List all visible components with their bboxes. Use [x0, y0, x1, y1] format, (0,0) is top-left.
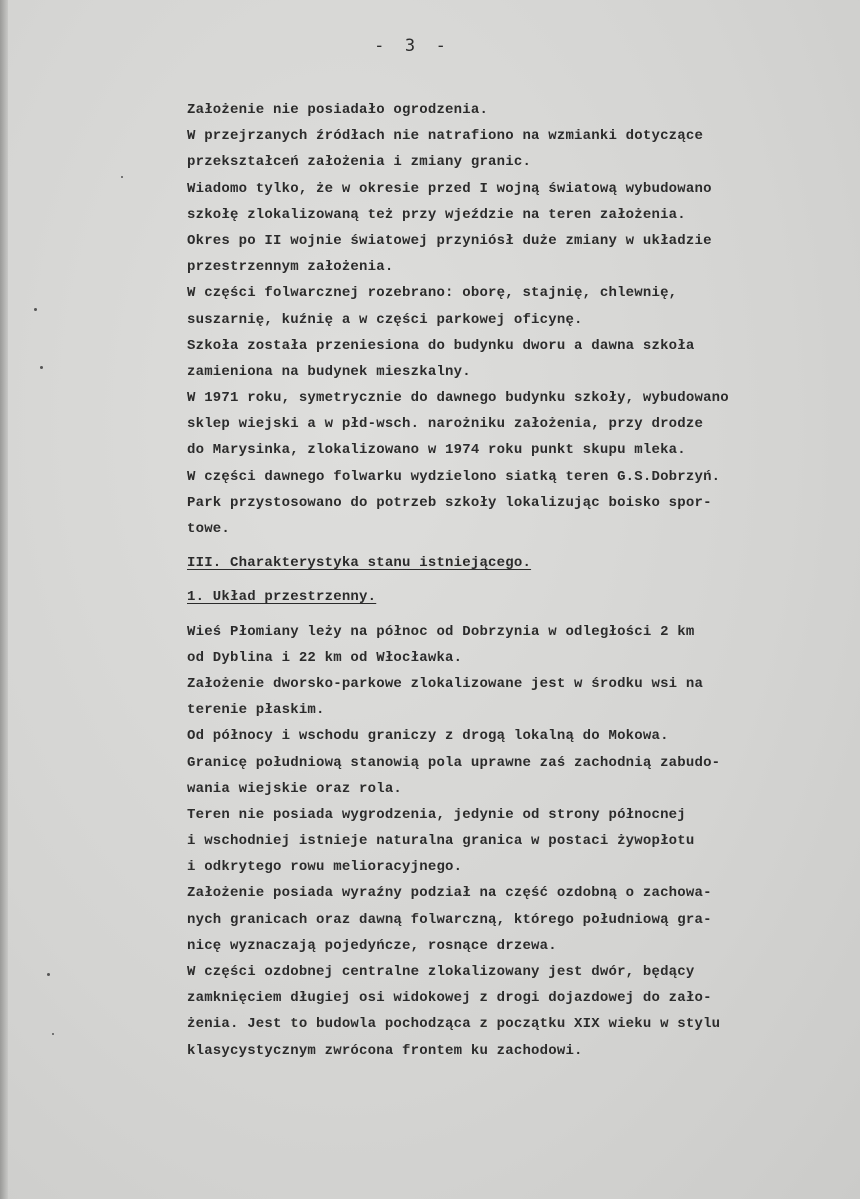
text-line: nych granicach oraz dawną folwarczną, którego południową gra- — [187, 911, 712, 928]
text-line: towe. — [187, 521, 231, 537]
paper-speck — [34, 308, 37, 311]
text-line: sklep wiejski a w płd-wsch. narożniku założenia, przy drodze — [187, 416, 704, 433]
paper-speck — [52, 1033, 54, 1035]
text-line: żenia. Jest to budowla pochodząca z początku XIX wieku w stylu — [187, 1016, 721, 1033]
text-line: zamieniona na budynek mieszkalny. — [187, 363, 471, 380]
text-line: Szkoła została przeniesiona do budynku dworu a dawna szkoła — [187, 337, 695, 354]
text-line: Granicę południową stanowią pola uprawne zaś zachodnią zabudo- — [187, 754, 721, 771]
text-line: i odkrytego rowu melioracyjnego. — [187, 859, 463, 876]
text-line: klasycystycznym zwrócona frontem ku zachodowi. — [187, 1042, 583, 1059]
text-line: przestrzennym założenia. — [187, 259, 394, 276]
text-line: W 1971 roku, symetrycznie do dawnego budynku szkoły, wybudowano — [187, 390, 729, 407]
text-line: W części folwarcznej rozebrano: oborę, stajnię, chlewnię, — [187, 285, 678, 302]
text-line: Wiadomo tylko, że w okresie przed I wojną światową wybudowano — [187, 180, 712, 197]
text-line: suszarnię, kuźnię a w części parkowej oficynę. — [187, 311, 583, 328]
text-line: przekształceń założenia i zmiany granic. — [187, 154, 532, 171]
text-line: Teren nie posiada wygrodzenia, jedynie od strony północnej — [187, 806, 686, 823]
subsection-heading: 1. Układ przestrzenny. — [187, 589, 377, 606]
paper-speck — [47, 973, 50, 976]
text-line: od Dyblina i 22 km od Włocławka. — [187, 649, 463, 666]
text-line: Założenie nie posiadało ogrodzenia. — [187, 102, 489, 118]
page-number: - 3 - — [374, 36, 446, 56]
spatial-layout-paragraph — [187, 624, 847, 1069]
text-line: W części dawnego folwarku wydzielono siatką teren G.S.Dobrzyń. — [187, 468, 721, 485]
text-line: terenie płaskim. — [187, 702, 325, 719]
text-line: Założenie posiada wyraźny podział na część ozdobną o zachowa- — [187, 885, 712, 902]
paper-speck — [40, 366, 43, 369]
text-line: Założenie dworsko-parkowe zlokalizowane jest w środku wsi na — [187, 675, 704, 692]
paper-speck — [121, 176, 123, 178]
text-line: Park przystosowano do potrzeb szkoły lokalizując boisko spor- — [187, 494, 712, 511]
text-line: nicę wyznaczają pojedyńcze, rosnące drzewa. — [187, 937, 557, 954]
text-line: Od północy i wschodu graniczy z drogą lokalną do Mokowa. — [187, 728, 669, 745]
section-heading: III. Charakterystyka stanu istniejącego. — [187, 555, 532, 572]
text-line: W przejrzanych źródłach nie natrafiono na wzmianki dotyczące — [187, 128, 704, 145]
text-line: Wieś Płomiany leży na północ od Dobrzynia w odległości 2 km — [187, 623, 695, 640]
text-line: zamknięciem długiej osi widokowej z drogi dojazdowej do zało- — [187, 990, 712, 1007]
text-line: Okres po II wojnie światowej przyniósł duże zmiany w układzie — [187, 232, 712, 249]
text-line: i wschodniej istnieje naturalna granica w postaci żywopłotu — [187, 833, 695, 850]
document-body — [187, 102, 847, 1069]
text-line: W części ozdobnej centralne zlokalizowany jest dwór, będący — [187, 964, 695, 980]
text-line: wania wiejskie oraz rola. — [187, 780, 403, 797]
page-left-edge-shadow — [0, 0, 8, 1199]
text-line: do Marysinka, zlokalizowano w 1974 roku punkt skupu mleka. — [187, 442, 686, 459]
history-paragraph — [187, 102, 847, 547]
text-line: szkołę zlokalizowaną też przy wjeździe na teren założenia. — [187, 206, 686, 223]
